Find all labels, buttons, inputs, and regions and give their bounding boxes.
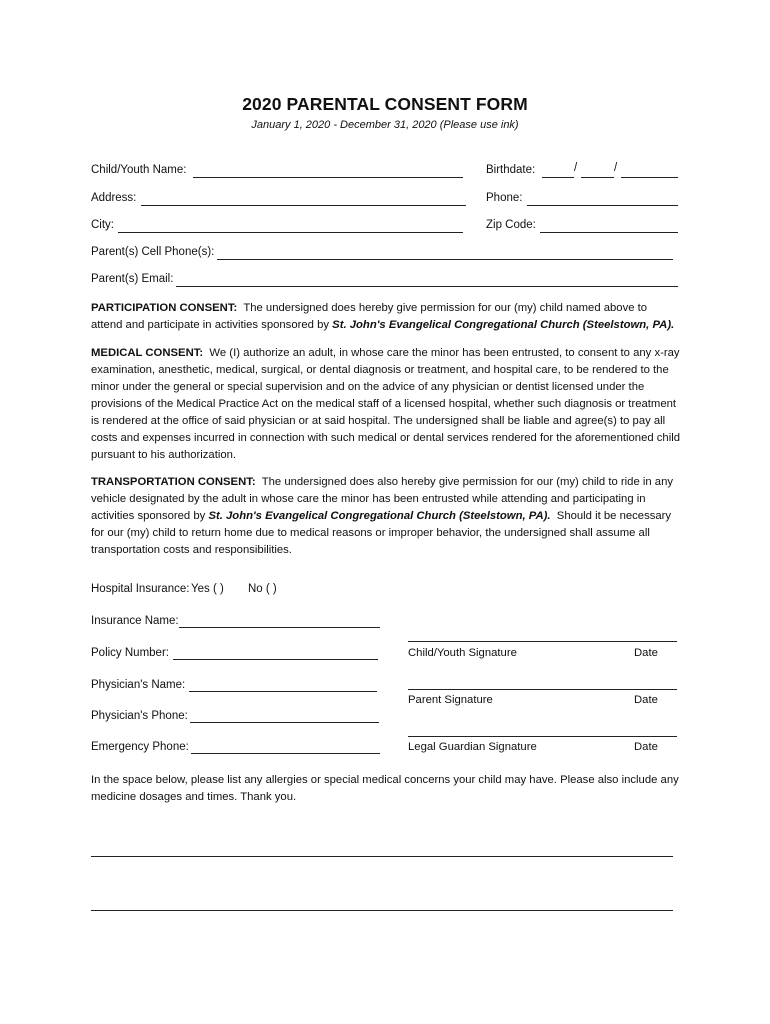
participation-consent: PARTICIPATION CONSENT: The undersigned does hereby give permission for our (my) child named above to attend and participate in activities sponsored by St. John's Evangelical Congregational Church (Steelstown, PA).	[91, 302, 675, 331]
birthdate-month-field[interactable]	[542, 177, 574, 178]
child-name-field[interactable]	[193, 177, 463, 178]
phone-label: Phone:	[486, 192, 523, 204]
zip-field[interactable]	[540, 232, 678, 233]
transportation-heading: TRANSPORTATION CONSENT	[91, 476, 252, 488]
child-signature-date-label: Date	[634, 647, 658, 659]
emergency-phone-label: Emergency Phone:	[91, 741, 189, 753]
birthdate-label: Birthdate:	[486, 164, 536, 176]
medical-consent: MEDICAL CONSENT: We (I) authorize an adult, in whose care the minor has been entrusted, to consent to any x-ray examination, anesthetic, medical, surgical, or dental diagnosis or treatment, and hospital care, to be rendered to the minor under the general or special supervision and on the advice of any physician or dentist licensed under the provisions of the Medical Practice Act on the medical staff of a licensed hospital, whether such diagnosis or treatment is rendered at the office of said physician or at said hospital. The undersigned shall be liable and agree(s) to pay all costs and expenses incurred in connection with such medical or dental services rendered for the aforementioned child pursuant to his authorization.	[91, 347, 681, 461]
physician-phone-label: Physician's Phone:	[91, 710, 188, 722]
parent-signature-date-label: Date	[634, 694, 658, 706]
guardian-signature-line[interactable]	[408, 736, 677, 737]
participation-org: St. John's Evangelical Congregational Church (Steelstown, PA).	[332, 319, 675, 331]
birthdate-separator-1: /	[574, 162, 578, 174]
medical-heading: MEDICAL CONSENT	[91, 347, 200, 359]
address-field[interactable]	[141, 205, 466, 206]
parent-signature-line[interactable]	[408, 689, 677, 690]
hospital-insurance-yes-checkbox[interactable]: Yes ( )	[191, 583, 224, 595]
child-signature-label: Child/Youth Signature	[408, 647, 517, 659]
allergies-line-1[interactable]	[91, 856, 673, 857]
physician-name-label: Physician's Name:	[91, 679, 186, 691]
birthdate-day-field[interactable]	[581, 177, 614, 178]
medical-text: We (I) authorize an adult, in whose care the minor has been entrusted, to consent to any x-ray examination, anesthetic, medical, surgical, or dental diagnosis or treatment, and hospital care, to be rendered to the minor under the general or special supervision and on the advice of any physician or dentist licensed under the provisions of the Medical Practice Act on the medical staff of a licensed hospital, whether such diagnosis or treatment is rendered at the office of said physician or at said hospital. The undersigned shall be liable and agree(s) to pay all costs and expenses incurred in connection with such medical or dental services rendered for the aforementioned child pursuant to his authorization.	[91, 347, 681, 461]
parent-cell-label: Parent(s) Cell Phone(s):	[91, 246, 215, 258]
hospital-insurance-label: Hospital Insurance:	[91, 583, 190, 595]
allergies-instructions: In the space below, please list any allergies or special medical concerns your child may have. Please also include any medicine dosages and times. Thank you.	[91, 774, 679, 803]
parent-signature-label: Parent Signature	[408, 694, 493, 706]
hospital-insurance-no-checkbox[interactable]: No ( )	[248, 583, 277, 595]
emergency-phone-field[interactable]	[191, 753, 380, 754]
parent-cell-field[interactable]	[217, 259, 673, 260]
address-label: Address:	[91, 192, 137, 204]
participation-heading: PARTICIPATION CONSENT	[91, 302, 234, 314]
guardian-signature-label: Legal Guardian Signature	[408, 741, 537, 753]
physician-phone-field[interactable]	[190, 722, 379, 723]
allergies-line-2[interactable]	[91, 910, 673, 911]
transportation-org: St. John's Evangelical Congregational Church (Steelstown, PA).	[208, 510, 551, 522]
transportation-text-1: The undersigned does also hereby give permission for our (my) child to ride in any vehicle designated by the adult in whose care the minor has been entrusted while attending and participating in activities sponsored by	[91, 476, 674, 522]
phone-field[interactable]	[527, 205, 678, 206]
form-subtitle: January 1, 2020 - December 31, 2020 (Please use ink)	[251, 119, 519, 131]
parent-email-field[interactable]	[176, 286, 678, 287]
insurance-name-label: Insurance Name:	[91, 615, 179, 627]
child-signature-line[interactable]	[408, 641, 677, 642]
birthdate-separator-2: /	[614, 162, 618, 174]
insurance-name-field[interactable]	[179, 627, 380, 628]
child-name-label: Child/Youth Name:	[91, 164, 187, 176]
parent-email-label: Parent(s) Email:	[91, 273, 174, 285]
zip-label: Zip Code:	[486, 219, 536, 231]
transportation-text-2: Should it be necessary for our (my) child to return home due to medical reasons or improper behavior, the undersigned shall assume all transportation costs and responsibilities.	[91, 510, 672, 556]
participation-text: The undersigned does hereby give permission for our (my) child named above to attend and participate in activities sponsored by	[91, 302, 648, 331]
city-field[interactable]	[118, 232, 463, 233]
physician-name-field[interactable]	[189, 691, 377, 692]
form-title: 2020 PARENTAL CONSENT FORM	[242, 94, 528, 114]
birthdate-year-field[interactable]	[621, 177, 678, 178]
transportation-consent: TRANSPORTATION CONSENT: The undersigned does also hereby give permission for our (my) child to ride in any vehicle designated by the adult in whose care the minor has been entrusted while attending and participating in activities sponsored by St. John's Evangelical Congregational Church (Steelstown, PA). Should it be necessary for our (my) child to return home due to medical reasons or improper behavior, the undersigned shall assume all transportation costs and responsibilities.	[91, 476, 674, 556]
city-label: City:	[91, 219, 114, 231]
policy-number-label: Policy Number:	[91, 647, 169, 659]
guardian-signature-date-label: Date	[634, 741, 658, 753]
policy-number-field[interactable]	[173, 659, 378, 660]
